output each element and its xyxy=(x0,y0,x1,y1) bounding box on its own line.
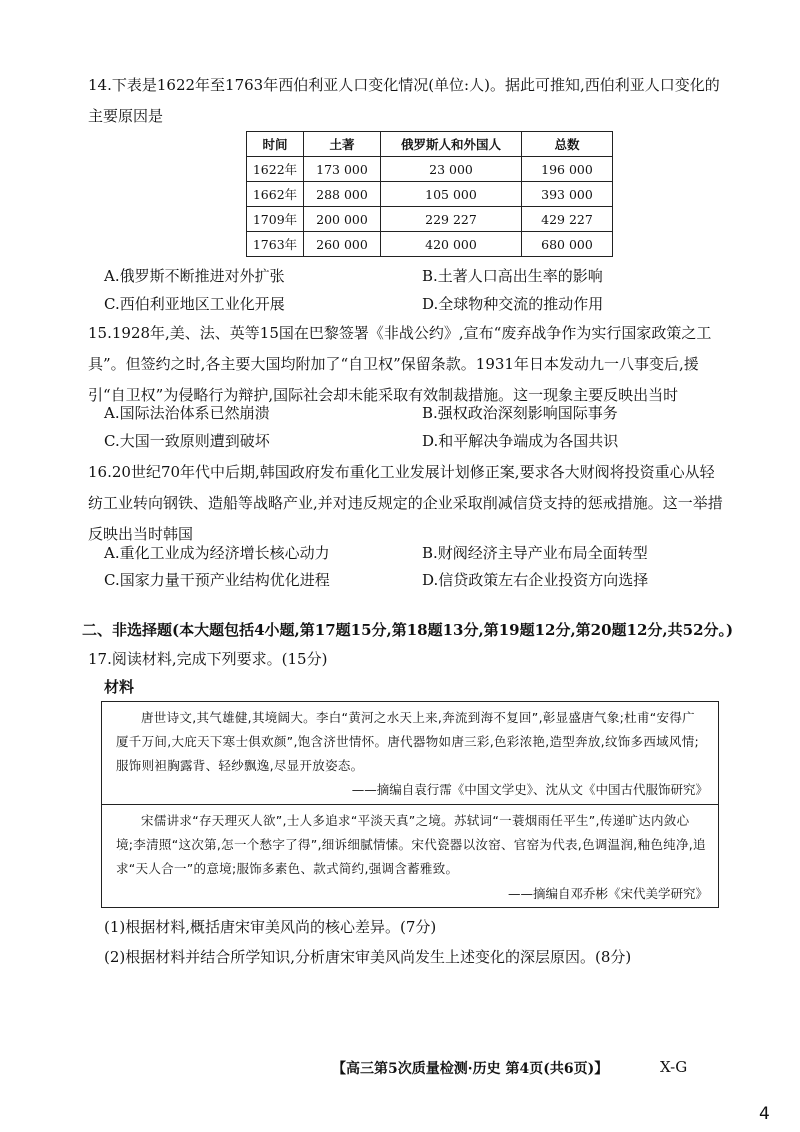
q17-subquestion-1: (1)根据材料,概括唐宋审美风尚的核心差异。(7分) xyxy=(104,918,437,936)
table-header: 土著 xyxy=(304,132,381,157)
page-number: 4 xyxy=(759,1104,770,1124)
q14-options-row-2 xyxy=(104,293,724,321)
material-box xyxy=(101,701,719,908)
material-divider xyxy=(102,804,718,805)
q16-options-row-1 xyxy=(104,542,724,570)
q16-option-b: B.财阀经济主导产业布局全面转型 xyxy=(422,544,648,562)
table-cell: 1622年 xyxy=(247,157,304,182)
material-source-song: ——摘编自邓乔彬《宋代美学研究》 xyxy=(507,886,708,901)
q15-options-row-1 xyxy=(104,402,724,430)
table-cell: 393 000 xyxy=(522,182,613,207)
table-cell: 105 000 xyxy=(381,182,522,207)
q15-stem: 15.1928年,美、法、英等15国在巴黎签署《非战公约》,宣布“废弃战争作为实行国家政策之工具”。但签约之时,各主要大国均附加了“自卫权”保留条款。1931年日本发动九一八事变后,援引“自卫权”为侵略行为辩护,国际社会却未能采取有效制裁措施。这一现象主要反映出当时 xyxy=(88,324,712,404)
q16-option-c: C.国家力量干预产业结构优化进程 xyxy=(104,571,330,589)
table-header-row xyxy=(247,132,613,157)
q15-option-a: A.国际法治体系已然崩溃 xyxy=(104,404,270,422)
table-row xyxy=(247,207,613,232)
table-row xyxy=(247,182,613,207)
q15-option-d: D.和平解决争端成为各国共识 xyxy=(422,432,619,450)
q14-option-b: B.土著人口高出生率的影响 xyxy=(422,267,603,285)
table-cell: 173 000 xyxy=(304,157,381,182)
material-paragraph-song: 宋儒讲求“存天理灭人欲”,士人多追求“平淡天真”之境。苏轼词“一蓑烟雨任平生”,传递旷达内敛心境;李清照“这次第,怎一个愁字了得”,细诉细腻情愫。宋代瓷器以汝窑、官窑为代表,色调温润,釉色纯净,追求“天人合一”的意境;服饰多素色、款式简约,强调含蓄雅致。 xyxy=(116,813,706,876)
table-row xyxy=(247,232,613,257)
table-cell: 229 227 xyxy=(381,207,522,232)
q14-stem: 14.下表是1622年至1763年西伯利亚人口变化情况(单位:人)。据此可推知,西伯利亚人口变化的主要原因是 xyxy=(88,76,720,125)
table-cell: 1763年 xyxy=(247,232,304,257)
table-cell: 429 227 xyxy=(522,207,613,232)
q16-options-row-2 xyxy=(104,569,724,597)
table-row xyxy=(247,157,613,182)
q15-option-b: B.强权政治深刻影响国际事务 xyxy=(422,404,618,422)
q14-option-d: D.全球物种交流的推动作用 xyxy=(422,295,604,313)
table-header: 总数 xyxy=(522,132,613,157)
paper-code: X-G xyxy=(660,1058,688,1076)
q16-option-a: A.重化工业成为经济增长核心动力 xyxy=(104,544,330,562)
q14-option-c: C.西伯利亚地区工业化开展 xyxy=(104,295,285,313)
table-cell: 680 000 xyxy=(522,232,613,257)
table-cell: 1709年 xyxy=(247,207,304,232)
page-footer: 【高三第5次质量检测·历史 第4页(共6页)】 xyxy=(332,1061,609,1077)
q15-options-row-2 xyxy=(104,430,724,458)
material-source-tang: ——摘编自袁行霈《中国文学史》、沈从文《中国古代服饰研究》 xyxy=(351,782,708,797)
table-cell: 288 000 xyxy=(304,182,381,207)
table-cell: 260 000 xyxy=(304,232,381,257)
q16-stem: 16.20世纪70年代中后期,韩国政府发布重化工业发展计划修正案,要求各大财阀将投资重心从轻纺工业转向钢铁、造船等战略产业,并对违反规定的企业采取削减信贷支持的惩戒措施。这一举措反映出当时韩国 xyxy=(88,463,723,543)
q14-option-a: A.俄罗斯不断推进对外扩张 xyxy=(104,267,285,285)
q14-options-row-1 xyxy=(104,265,724,293)
q15-option-c: C.大国一致原则遭到破坏 xyxy=(104,432,270,450)
population-table xyxy=(246,131,613,257)
q16-option-d: D.信贷政策左右企业投资方向选择 xyxy=(422,571,649,589)
table-header: 俄罗斯人和外国人 xyxy=(381,132,522,157)
section-title: 二、非选择题(本大题包括4小题,第17题15分,第18题13分,第19题12分,第20题12分,共52分。) xyxy=(82,621,734,639)
material-label: 材料 xyxy=(104,678,135,696)
table-cell: 23 000 xyxy=(381,157,522,182)
material-paragraph-tang: 唐世诗文,其气雄健,其境阔大。李白“黄河之水天上来,奔流到海不复回”,彰显盛唐气象;杜甫“安得广厦千万间,大庇天下寒士俱欢颜”,饱含济世情怀。唐代器物如唐三彩,色彩浓艳,造型奔放,纹饰多西域风情;服饰则袒胸露背、轻纱飘逸,尽显开放姿态。 xyxy=(116,710,700,773)
table-cell: 200 000 xyxy=(304,207,381,232)
table-cell: 420 000 xyxy=(381,232,522,257)
table-cell: 1662年 xyxy=(247,182,304,207)
table-header: 时间 xyxy=(247,132,304,157)
q17-stem: 17.阅读材料,完成下列要求。(15分) xyxy=(88,650,328,668)
q17-subquestion-2: (2)根据材料并结合所学知识,分析唐宋审美风尚发生上述变化的深层原因。(8分) xyxy=(104,948,632,966)
table-cell: 196 000 xyxy=(522,157,613,182)
